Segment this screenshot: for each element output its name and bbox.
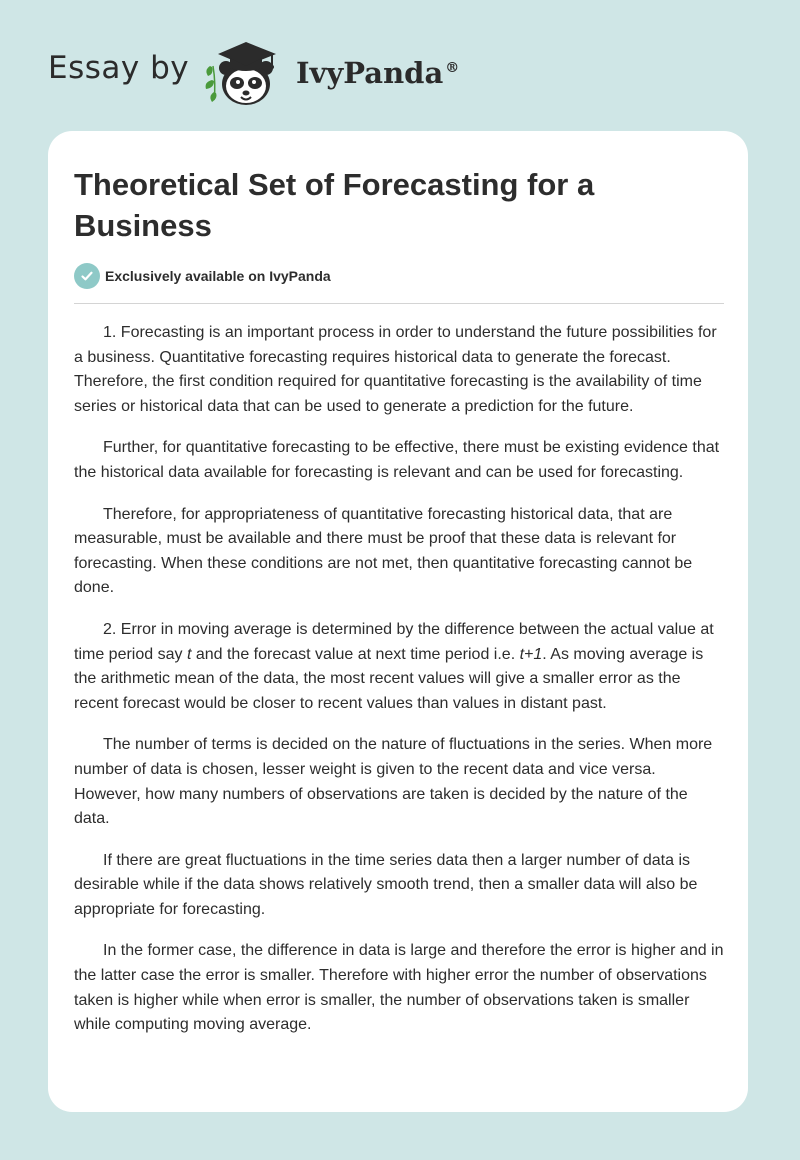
paragraph-text: If there are great fluctuations in the time series data then a larger number of data is desirable while if the data shows relatively smooth trend, then a smaller data will also be appropriate for forecasting.	[74, 851, 698, 918]
essay-paragraph	[74, 321, 724, 419]
essay-paragraph	[74, 849, 724, 923]
paragraph-text: In the former case, the difference in data is large and therefore the error is higher and in the latter case the error is smaller. Therefore with higher error the number of observations taken is higher while when error is smaller, the number of observations taken is smaller while computing moving average.	[74, 942, 724, 1034]
paragraph-text: Therefore, for appropriateness of quantitative forecasting historical data, that are measurable, must be available and there must be proof that these data is relevant for forecasting. When these conditions are not met, then quantitative forecasting cannot be done.	[74, 505, 693, 597]
check-circle-icon	[74, 263, 100, 289]
registered-mark: ®	[445, 60, 460, 77]
paragraph-text: The number of terms is decided on the nature of fluctuations in the series. When more number of data is chosen, lesser weight is given to the recent data and vice versa. However, how many numbers of observations are taken is decided by the nature of the data.	[74, 736, 713, 828]
essay-paragraph	[74, 733, 724, 831]
essay-paragraph	[74, 503, 724, 601]
site-header	[0, 0, 800, 130]
paragraph-text: 2. Error in moving average is determined by the difference between the actual value at time period say	[74, 620, 714, 663]
brand-name	[296, 56, 459, 90]
essay-card	[48, 131, 748, 1112]
exclusive-badge	[74, 263, 331, 289]
essay-by-label: Essay by	[48, 50, 190, 86]
italic-term: t+1	[519, 645, 543, 663]
panda-graduate-logo-icon[interactable]	[200, 36, 292, 108]
divider	[74, 303, 724, 304]
paragraph-text: . As moving average is the arithmetic mean of the data, the most recent values will give a smaller error as the recent forecast would be closer to recent values than values in distant past.	[74, 645, 704, 712]
exclusive-badge-label: Exclusively available on IvyPanda	[105, 268, 331, 284]
brand-name-text: IvyPanda	[296, 56, 444, 90]
essay-title: Theoretical Set of Forecasting for a Business	[74, 167, 595, 243]
essay-paragraph	[74, 618, 724, 716]
paragraph-text: and the forecast value at next time period i.e.	[191, 645, 520, 663]
paragraph-text: Further, for quantitative forecasting to be effective, there must be existing evidence that the historical data available for forecasting is relevant and can be used for forecasting.	[74, 439, 720, 481]
essay-body	[74, 321, 724, 1055]
paragraph-text: 1. Forecasting is an important process in order to understand the future possibilities for a business. Quantitative forecasting requires historical data to generate the forecast. Therefore, the first condition required for quantitative forecasting is the availability of time series or historical data that can be used to generate a prediction for the future.	[74, 324, 717, 415]
essay-paragraph	[74, 436, 724, 485]
essay-paragraph	[74, 939, 724, 1037]
italic-term: t	[186, 645, 192, 663]
